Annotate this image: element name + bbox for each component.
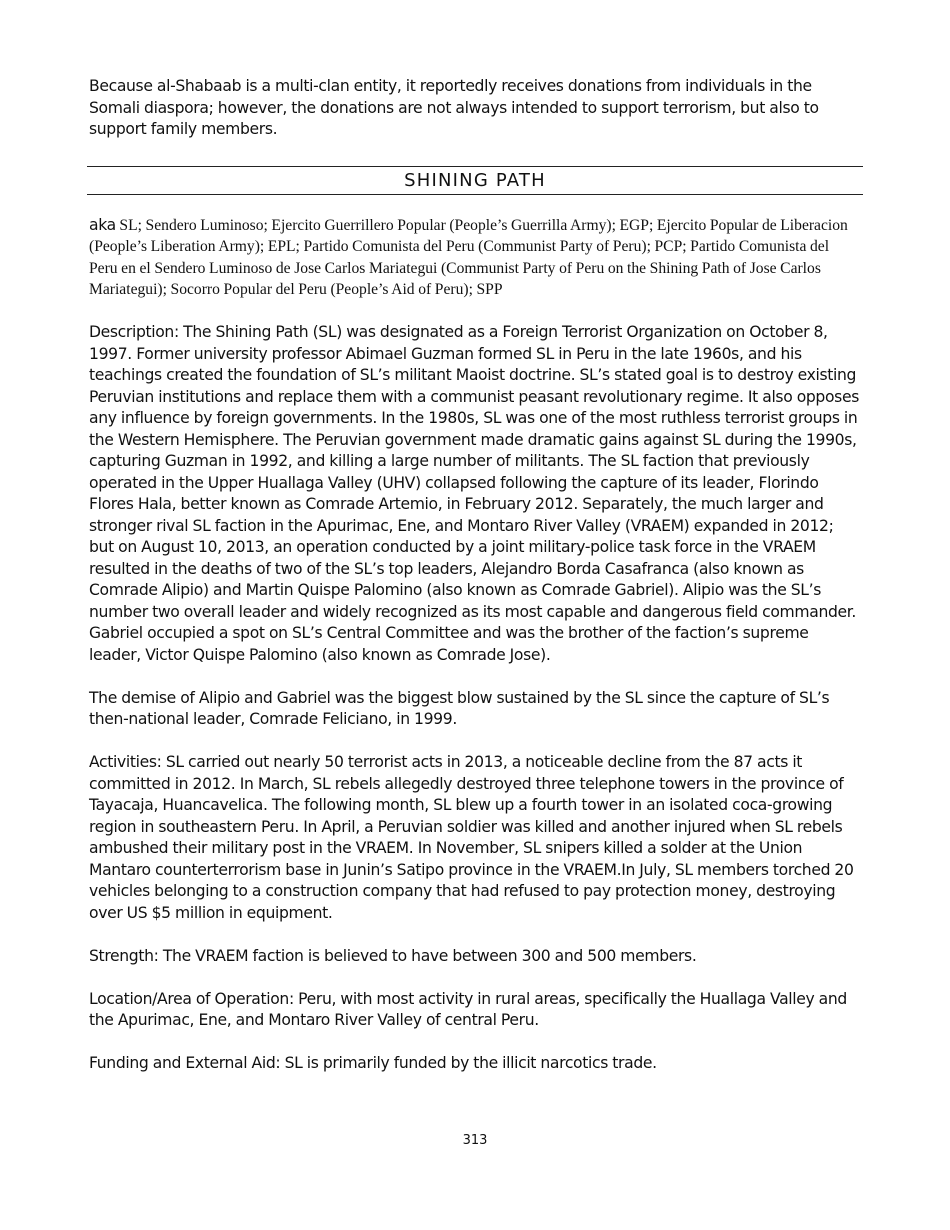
demise-paragraph: The demise of Alipio and Gabriel was the biggest blow sustained by the SL since the capture of SL’s then-national leader, Comrade Feliciano, in 1999. [89, 688, 830, 728]
document-page [89, 76, 861, 1075]
strength-paragraph [89, 946, 861, 968]
aka-paragraph [89, 215, 861, 301]
activities-paragraph [89, 752, 861, 924]
location-label: Location/Area of Operation: [89, 989, 294, 1008]
strength-text: The VRAEM faction is believed to have between 300 and 500 members. [158, 946, 697, 965]
description-paragraph [89, 322, 861, 666]
description-text: The Shining Path (SL) was designated as a Foreign Terrorist Organization on October 8, 1997. Former university professor Abimael Guzman formed SL in Peru in the late 1960s, and his teachings created the foundation of SL’s militant Maoist doctrine. SL’s stated goal is to destroy existing Peruvian institutions and replace them with a communist peasant revolutionary regime. It also opposes any influence by foreign governments. In the 1980s, SL was one of the most ruthless terrorist groups in the Western Hemisphere. The Peruvian government made dramatic gains against SL during the 1990s, capturing Guzman in 1992, and killing a large number of militants. The SL faction that previously operated in the Upper Huallaga Valley (UHV) collapsed following the capture of its leader, Florindo Flores Hala, better known as Comrade Artemio, in February 2012. Separately, the much larger and stronger rival SL faction in the Apurimac, Ene, and Montaro River Valley (VRAEM) expanded in 2012; but on August 10, 2013, an operation conducted by a joint military-police task force in the VRAEM resulted in the deaths of two of the SL’s top leaders, Alejandro Borda Casafranca (also known as Comrade Alipio) and Martin Quispe Palomino (also known as Comrade Gabriel). Alipio was the SL’s number two overall leader and widely recognized as its most capable and dangerous field commander. Gabriel occupied a spot on SL’s Central Committee and was the brother of the faction’s supreme leader, Victor Quispe Palomino (also known as Comrade Jose). [89, 323, 859, 664]
strength-label: Strength: [89, 946, 159, 965]
activities-label: Activities: [89, 753, 162, 771]
aka-label: aka [89, 215, 116, 234]
section-header [87, 166, 863, 195]
funding-label: Funding and External Aid: [89, 1054, 281, 1072]
funding-text: SL is primarily funded by the illicit narcotics trade. [280, 1054, 657, 1072]
page-number: 313 [462, 1133, 488, 1148]
section-title: SHINING PATH [404, 169, 546, 191]
intro-paragraph: Because al-Shabaab is a multi-clan entity, it reportedly receives donations from individuals in the Somali diaspora; however, the donations are not always intended to support terrorism, but also to support family members. [89, 77, 819, 138]
funding-paragraph [89, 1053, 861, 1075]
aka-text: SL; Sendero Luminoso; Ejercito Guerrillero Popular (People’s Guerrilla Army); EGP; Ejercito Popular de Liberacion (People’s Liberation Army); EPL; Partido Comunista del Peru (Communist Party of Peru); PCP; Partido Comunista del Peru en el Sendero Luminoso de Jose Carlos Mariategui (Communist Party of Peru on the Shining Path of Jose Carlos Mariategui); Socorro Popular del Peru (People’s Aid of Peru); SPP [89, 216, 848, 298]
activities-text: SL carried out nearly 50 terrorist acts in 2013, a noticeable decline from the 87 acts it committed in 2012. In March, SL rebels allegedly destroyed three telephone towers in the province of Tayacaja, Huancavelica. The following month, SL blew up a fourth tower in an isolated coca-growing region in southeastern Peru. In April, a Peruvian soldier was killed and another injured when SL rebels ambushed their military post in the VRAEM. In November, SL snipers killed a solder at the Union Mantaro counterterrorism base in Junin’s Satipo province in the VRAEM.In July, SL members torched 20 vehicles belonging to a construction company that had refused to pay protection money, destroying over US $5 million in equipment. [89, 753, 854, 922]
location-paragraph [89, 989, 861, 1032]
location-text: Peru, with most activity in rural areas, specifically the Huallaga Valley and the Apurimac, Ene, and Montaro River Valley of central Peru. [89, 989, 847, 1029]
description-label: Description: [89, 323, 179, 341]
